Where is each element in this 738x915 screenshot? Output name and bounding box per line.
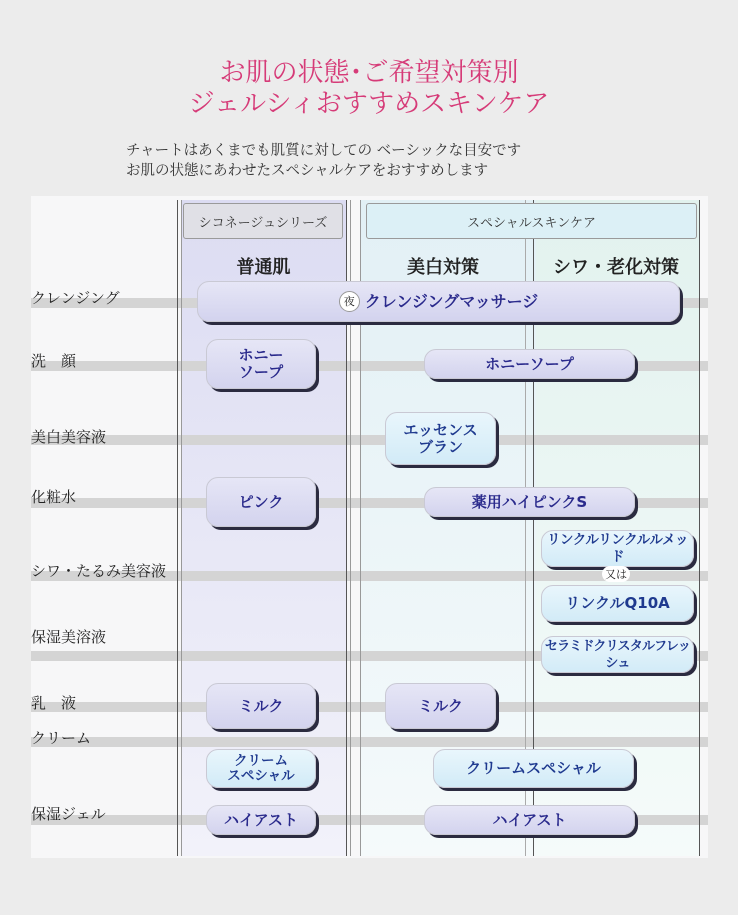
product-hiast-normal[interactable] bbox=[206, 805, 316, 835]
row-label-emulsion: 乳 液 bbox=[31, 694, 77, 712]
product-honey-soap-special[interactable] bbox=[424, 349, 635, 379]
product-cream-special[interactable] bbox=[433, 749, 634, 788]
product-wrinkle-remade[interactable] bbox=[541, 530, 694, 567]
product-label: リンクルQ10A bbox=[565, 594, 670, 612]
product-label: ハイアスト bbox=[224, 810, 298, 829]
product-hiast-special[interactable] bbox=[424, 805, 635, 835]
divider-line bbox=[181, 200, 182, 856]
row-label-cream: クリーム bbox=[31, 729, 92, 747]
row-bar-emulsion bbox=[31, 702, 708, 712]
subtitle-line1: チャートはあくまでも肌質に対しての ベーシックな目安です bbox=[126, 143, 522, 159]
title-line1: お肌の状態･ご希望対策別 bbox=[219, 58, 519, 88]
product-milk-normal[interactable] bbox=[206, 683, 316, 729]
column-header-normal-skin: 普通肌 bbox=[236, 257, 291, 278]
product-label: 薬用ハイピンクS bbox=[471, 492, 588, 511]
product-label: ハイアスト bbox=[492, 810, 567, 829]
product-cream-special-normal[interactable] bbox=[206, 749, 316, 788]
row-label-moisture-gel: 保湿ジェル bbox=[31, 805, 106, 823]
row-label-face-wash: 洗 顔 bbox=[31, 352, 77, 370]
product-label: ミルク bbox=[418, 696, 463, 715]
title-line2: ジェルシィおすすめスキンケア bbox=[188, 89, 550, 119]
column-header-antiaging: シワ・老化対策 bbox=[553, 257, 679, 278]
product-label: クリームスペシャル bbox=[466, 759, 601, 777]
or-badge: 又は bbox=[602, 566, 630, 582]
subtitle bbox=[126, 141, 521, 181]
row-label-wrinkle-serum: シワ・たるみ美容液 bbox=[31, 562, 167, 580]
row-bar-whitening-serum bbox=[31, 435, 708, 445]
product-label: エッセンス ブラン bbox=[403, 420, 478, 456]
product-pink[interactable] bbox=[206, 477, 316, 527]
product-label: クレンジングマッサージ bbox=[364, 292, 539, 311]
page-title bbox=[0, 58, 738, 120]
product-label: ミルク bbox=[238, 696, 284, 715]
series-header-special: スペシャルスキンケア bbox=[366, 203, 697, 239]
product-label: リンクルリンクルルメッド bbox=[547, 531, 688, 565]
product-cleansing-massage[interactable] bbox=[197, 281, 680, 322]
divider-line bbox=[177, 200, 178, 856]
row-bar-cream bbox=[31, 737, 708, 747]
product-label: ホニー ソープ bbox=[238, 346, 284, 381]
divider-line bbox=[699, 200, 700, 856]
row-label-toner: 化粧水 bbox=[31, 488, 77, 506]
product-label: ピンク bbox=[238, 492, 284, 511]
product-honey-soap-normal[interactable] bbox=[206, 339, 316, 389]
product-milk-special[interactable] bbox=[385, 683, 496, 729]
night-badge: 夜 bbox=[339, 291, 360, 312]
product-label: クリーム スペシャル bbox=[227, 752, 295, 784]
product-ceramide-crystal-fresh[interactable] bbox=[541, 636, 694, 673]
product-label: ホニーソープ bbox=[485, 354, 574, 373]
product-wrinkle-q10a[interactable] bbox=[541, 585, 694, 622]
row-label-moisture-serum: 保湿美溶液 bbox=[31, 628, 107, 646]
column-header-whitening: 美白対策 bbox=[407, 257, 479, 278]
row-label-whitening-serum: 美白美容液 bbox=[31, 428, 107, 446]
series-header-siconeige: シコネージュシリーズ bbox=[183, 203, 343, 239]
row-label-cleansing: クレンジング bbox=[31, 289, 120, 307]
product-essence-bran[interactable] bbox=[385, 412, 496, 465]
subtitle-line2: お肌の状態にあわせたスペシャルケアをおすすめします bbox=[126, 163, 489, 179]
product-medicated-high-pink[interactable] bbox=[424, 487, 635, 517]
product-label: セラミドクリスタルフレッシュ bbox=[544, 638, 691, 671]
